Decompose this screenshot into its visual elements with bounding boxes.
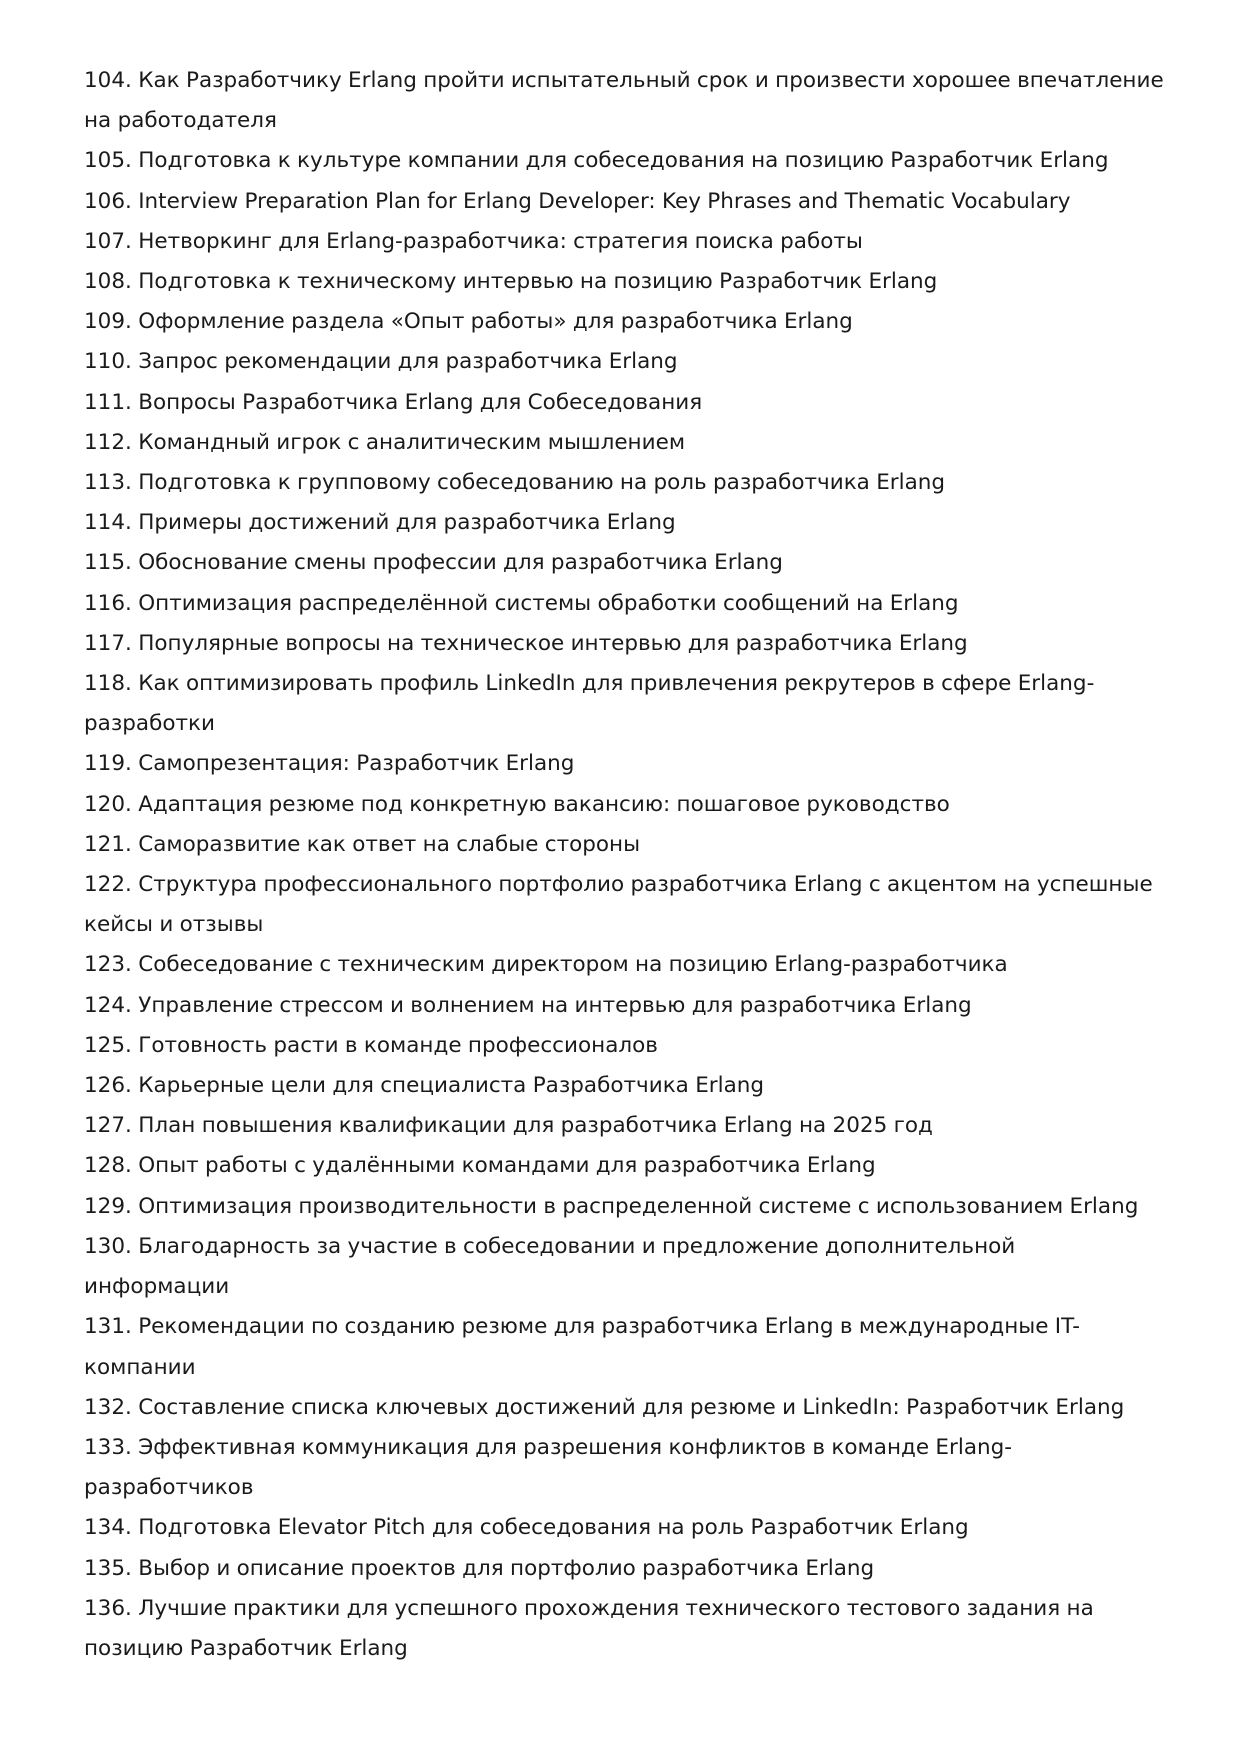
item-text: Структура профессионального портфолио разработчика Erlang с акцентом на успешные кейсы и отзывы [84, 872, 1153, 938]
list-item [84, 1388, 1164, 1428]
item-number: 111. [84, 389, 132, 415]
list-item [84, 1589, 1164, 1669]
list-item [84, 463, 1164, 503]
item-text: Оптимизация распределённой системы обработки сообщений на Erlang [138, 590, 959, 616]
item-number: 135. [84, 1555, 132, 1581]
item-text: Саморазвитие как ответ на слабые стороны [138, 831, 641, 857]
list-item [84, 1227, 1164, 1307]
item-number: 115. [84, 550, 132, 576]
item-text: Командный игрок с аналитическим мышлением [138, 429, 686, 455]
item-number: 128. [84, 1153, 132, 1179]
item-text: Запрос рекомендации для разработчика Erlang [138, 349, 678, 375]
list-item [84, 222, 1164, 262]
list-item [84, 624, 1164, 664]
item-number: 122. [84, 872, 132, 898]
item-text: Обоснование смены профессии для разработчика Erlang [138, 550, 783, 576]
list-item [84, 865, 1164, 945]
item-number: 127. [84, 1113, 132, 1139]
list-item [84, 664, 1164, 744]
item-text: Как оптимизировать профиль LinkedIn для привлечения рекрутеров в сфере Erlang-разработки [84, 671, 1095, 737]
item-text: Подготовка к групповому собеседованию на роль разработчика Erlang [138, 470, 946, 496]
item-text: Адаптация резюме под конкретную вакансию: пошаговое руководство [138, 791, 950, 817]
list-item [84, 1307, 1164, 1387]
list-item [84, 543, 1164, 583]
item-number: 114. [84, 510, 132, 536]
item-text: Подготовка к культуре компании для собеседования на позицию Разработчик Erlang [138, 148, 1109, 174]
list-item [84, 1508, 1164, 1548]
item-text: Опыт работы с удалёнными командами для разработчика Erlang [138, 1153, 876, 1179]
item-number: 118. [84, 671, 132, 697]
item-text: Рекомендации по созданию резюме для разработчика Erlang в международные IT-компании [84, 1314, 1081, 1380]
item-number: 133. [84, 1434, 132, 1460]
list-item [84, 1428, 1164, 1508]
list-item [84, 342, 1164, 382]
item-text: Лучшие практики для успешного прохождения технического тестового задания на позицию Разработчик Erlang [84, 1595, 1094, 1661]
item-number: 119. [84, 751, 132, 777]
list-item [84, 986, 1164, 1026]
list-item [84, 785, 1164, 825]
list-item [84, 945, 1164, 985]
list-item [84, 1106, 1164, 1146]
item-text: Эффективная коммуникация для разрешения конфликтов в команде Erlang-разработчиков [84, 1434, 1013, 1501]
item-number: 112. [84, 429, 132, 455]
list-item [84, 503, 1164, 543]
list-item [84, 262, 1164, 302]
list-item [84, 182, 1164, 222]
item-number: 136. [84, 1595, 132, 1621]
item-text: Подготовка к техническому интервью на позицию Разработчик Erlang [138, 269, 938, 295]
item-text: Готовность расти в команде профессионалов [138, 1032, 658, 1058]
item-number: 104. [84, 68, 132, 93]
item-number: 129. [84, 1193, 132, 1219]
item-number: 123. [84, 952, 132, 978]
item-number: 110. [84, 349, 132, 375]
item-text: Популярные вопросы на техническое интервью для разработчика Erlang [138, 630, 968, 656]
item-text: Подготовка Elevator Pitch для собеседования на роль Разработчик Erlang [138, 1515, 969, 1541]
item-number: 130. [84, 1233, 132, 1259]
item-text: Составление списка ключевых достижений для резюме и LinkedIn: Разработчик Erlang [138, 1394, 1125, 1420]
list-item [84, 584, 1164, 624]
item-number: 124. [84, 992, 132, 1018]
item-number: 109. [84, 309, 132, 335]
item-text: Управление стрессом и волнением на интервью для разработчика Erlang [138, 992, 972, 1018]
list-item [84, 61, 1164, 141]
list-item [84, 1146, 1164, 1186]
item-text: Interview Preparation Plan for Erlang Developer: Key Phrases and Thematic Vocabulary [138, 188, 1071, 214]
item-text: Благодарность за участие в собеседовании и предложение дополнительной информации [84, 1233, 1016, 1300]
item-number: 120. [84, 791, 132, 817]
item-number: 126. [84, 1073, 132, 1099]
item-text: Оформление раздела «Опыт работы» для разработчика Erlang [138, 309, 853, 335]
item-number: 113. [84, 470, 132, 496]
item-text: Примеры достижений для разработчика Erlang [138, 510, 676, 536]
item-text: План повышения квалификации для разработчика Erlang на 2025 год [138, 1113, 933, 1139]
item-number: 125. [84, 1032, 132, 1058]
list-item [84, 302, 1164, 342]
item-number: 105. [84, 148, 132, 174]
item-text: Как Разработчику Erlang пройти испытательный срок и произвести хорошее впечатление на работодателя [84, 68, 1164, 134]
list-item [84, 825, 1164, 865]
list-item [84, 383, 1164, 423]
item-number: 116. [84, 590, 132, 616]
item-number: 106. [84, 188, 132, 214]
list-item [84, 1549, 1164, 1589]
list-item [84, 1066, 1164, 1106]
item-text: Оптимизация производительности в распределенной системе с использованием Erlang [138, 1193, 1139, 1219]
item-text: Собеседование с техническим директором на позицию Erlang-разработчика [138, 952, 1008, 978]
item-number: 134. [84, 1515, 132, 1541]
list-item [84, 1026, 1164, 1066]
topic-list [84, 61, 1164, 1669]
item-number: 108. [84, 269, 132, 295]
item-text: Карьерные цели для специалиста Разработчика Erlang [138, 1073, 765, 1099]
list-item [84, 141, 1164, 181]
item-number: 132. [84, 1394, 132, 1420]
item-text: Самопрезентация: Разработчик Erlang [138, 751, 575, 777]
list-item [84, 423, 1164, 463]
item-number: 121. [84, 831, 132, 857]
item-text: Выбор и описание проектов для портфолио разработчика Erlang [138, 1555, 875, 1581]
item-text: Вопросы Разработчика Erlang для Собеседования [138, 389, 703, 415]
item-number: 117. [84, 630, 132, 656]
item-number: 107. [84, 228, 132, 254]
list-item [84, 1187, 1164, 1227]
item-text: Нетворкинг для Erlang-разработчика: стратегия поиска работы [138, 228, 863, 254]
list-item [84, 744, 1164, 784]
item-number: 131. [84, 1314, 132, 1340]
